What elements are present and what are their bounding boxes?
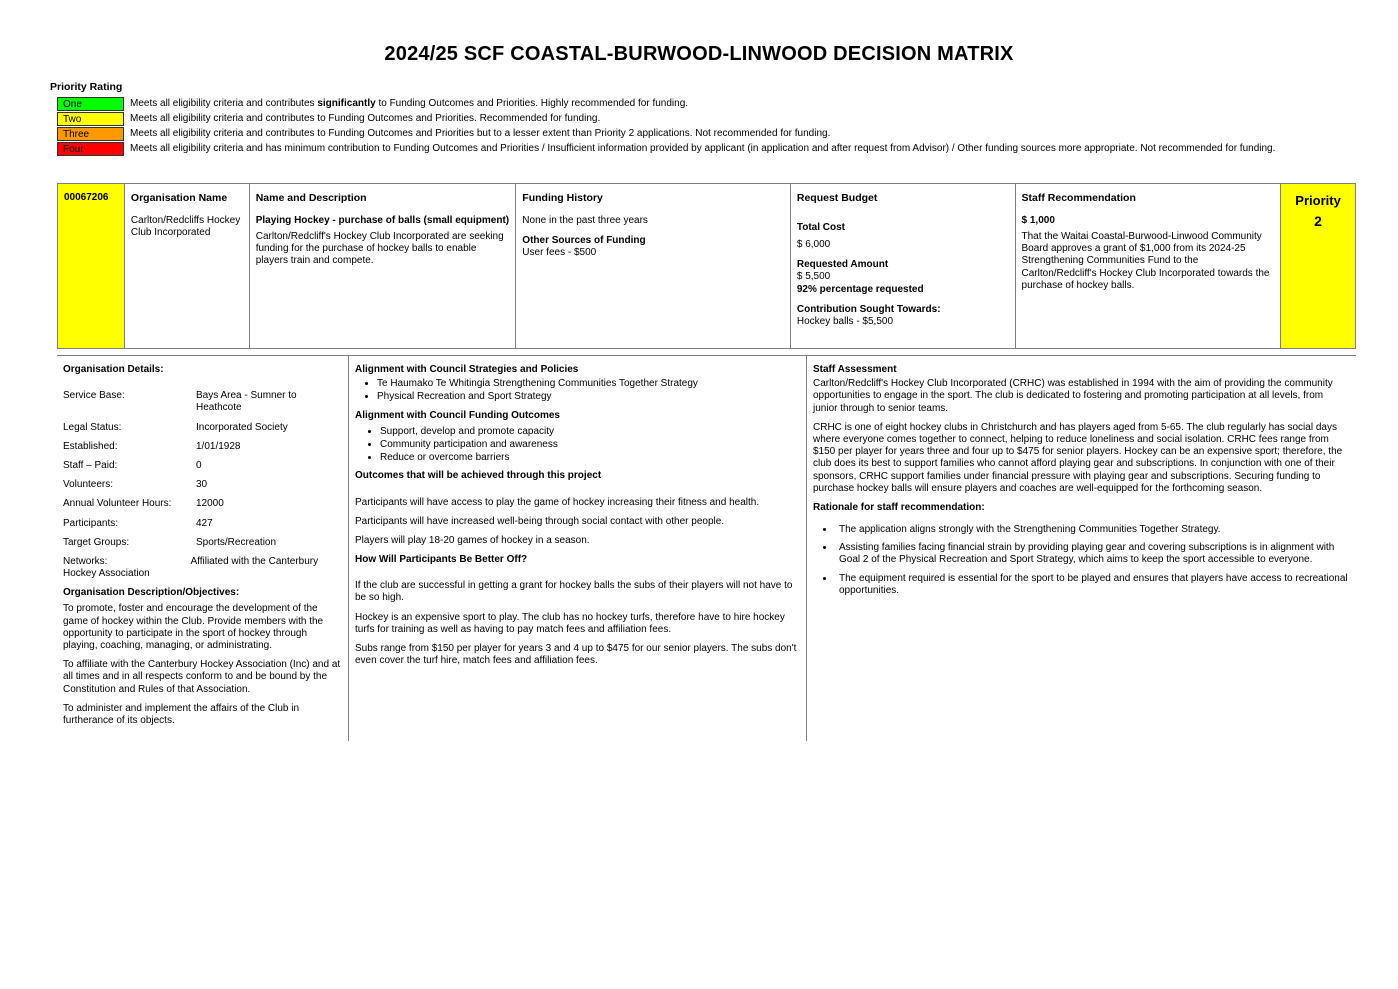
strategies-heading: Alignment with Council Strategies and Policies: [355, 364, 579, 375]
funding-outcomes-list: [355, 426, 800, 465]
better-off-paragraph: Subs range from $150 per player for years 3 and 4 up to $475 for our senior players. The subs don't even cover the turf hire, match fees and affiliation fees.: [355, 643, 797, 667]
priority-rating-heading: Priority Rating: [50, 81, 123, 93]
priority-swatch-two: Two: [57, 112, 124, 126]
funding-outcome-item: • Community participation and awareness: [380, 439, 800, 451]
priority-swatch-four: Four: [57, 142, 124, 156]
contribution-label: Contribution Sought Towards:: [796, 303, 941, 315]
priority-label: Priority: [1295, 193, 1341, 208]
priority-swatch-one: One: [57, 97, 124, 111]
alignment-column: [349, 356, 807, 741]
staff-recommendation-header: Staff Recommendation: [1021, 192, 1136, 204]
funding-outcome-item: • Reduce or overcome barriers: [380, 452, 800, 464]
project-outcomes-heading: Outcomes that will be achieved through this project: [355, 470, 602, 482]
better-off-paragraph: Hockey is an expensive sport to play. The club has no hockey turfs, therefore have to hire hockey turfs for training as well as having to pay match fees and affiliation fees.: [355, 611, 785, 635]
detail-volunteers: Volunteers: 30: [63, 479, 208, 491]
organisation-details-heading: Organisation Details:: [63, 364, 164, 375]
organisation-details-column: [57, 356, 349, 741]
detail-established: Established: 1/01/1928: [63, 440, 241, 452]
priority-text-four: Meets all eligibility criteria and has minimum contribution to Funding Outcomes and Priorities / Insufficient information provided by applicant (in application and after request from Advisor) / Other funding sources more appropriate. Not recommended for funding.: [130, 143, 1276, 154]
organisation-objective: To affiliate with the Canterbury Hockey Association (Inc) and at all times and in all respects conform to and be bound by the Constitution and Rules of that Association.: [63, 659, 341, 695]
organisation-name: Carlton/Redcliffs Hockey Club Incorporated: [130, 214, 241, 238]
staff-assessment-heading: Staff Assessment: [813, 364, 897, 375]
detail-target-groups: Target Groups: Sports/Recreation: [63, 536, 277, 548]
better-off-paragraph: If the club are successful in getting a grant for hockey balls the subs of their players will not have to be so high.: [355, 580, 793, 604]
other-funding-value: User fees - $500: [522, 247, 597, 259]
name-description-header: Name and Description: [255, 192, 367, 204]
priority-text-three: Meets all eligibility criteria and contributes to Funding Outcomes and Priorities but to a lesser extent than Priority 2 applications. Not recommended for funding.: [130, 128, 831, 139]
total-cost-label: Total Cost: [796, 221, 846, 233]
better-off-heading: How Will Participants Be Better Off?: [355, 554, 528, 566]
strategy-item: • Physical Recreation and Sport Strategy: [377, 391, 800, 403]
priority-text-two: Meets all eligibility criteria and contributes to Funding Outcomes and Priorities. Recommended for funding.: [130, 113, 601, 124]
staff-assessment-column: [807, 356, 1356, 741]
detail-section: [57, 355, 1356, 741]
rationale-heading: Rationale for staff recommendation:: [813, 501, 985, 513]
project-name: Playing Hockey - purchase of balls (small equipment): [255, 214, 510, 226]
assessment-paragraph: CRHC is one of eight hockey clubs in Christchurch and has players aged from 5-65. The club regularly has social days where everyone comes together to connect, helping to reduce loneliness and social isolation. CRHC fees range from $150 per player for years three and four up to $475 for senior players. Hockey can be an expensive sport; therefore, the club does its best to support families who cannot afford playing gear and subscriptions. In conjunction with one of their sponsors, CRHC support families under financial pressure with playing gear and subscriptions. Securing funding to purchase hockey balls will ensure players and coaches are well-equipped for the forthcoming season.: [813, 421, 1343, 494]
funding-outcomes-heading: Alignment with Council Funding Outcomes: [355, 409, 560, 421]
request-budget-cell: [791, 184, 1016, 348]
project-outcome: Participants will have access to play the game of hockey increasing their fitness and health.: [355, 496, 760, 508]
recommended-amount: $ 1,000: [1021, 214, 1055, 226]
priority-cell: [1281, 184, 1355, 348]
organisation-objective: To promote, foster and encourage the development of the game of hockey within the Club. Provide members with the opportunity to participate in the sport of hockey through playing, coaching, managing, or administrating.: [63, 603, 324, 651]
other-funding-header: Other Sources of Funding: [522, 234, 646, 246]
total-cost-value: $ 6,000: [796, 238, 831, 250]
rationale-item: • The equipment required is essential for the sport to be played and ensures that players have access to recreational opportunities.: [835, 573, 1350, 597]
funding-history-cell: [516, 184, 791, 348]
percentage-requested: 92% percentage requested: [796, 283, 924, 295]
organisation-description-heading: Organisation Description/Objectives:: [63, 587, 240, 599]
priority-value: 2: [1314, 212, 1322, 229]
project-description: Carlton/Redcliff's Hockey Club Incorporated are seeking funding for the purchase of hockey balls to enable players train and compete.: [255, 230, 504, 267]
contribution-value: Hockey balls - $5,500: [796, 315, 894, 327]
name-description-cell: [250, 184, 517, 348]
organisation-objective: To administer and implement the affairs of the Club in furtherance of its objects.: [63, 702, 300, 726]
request-budget-header: Request Budget: [796, 192, 878, 204]
organisation-name-header: Organisation Name: [130, 192, 228, 204]
requested-amount-label: Requested Amount: [796, 259, 889, 271]
project-outcome: Participants will have increased well-being through social contact with other people.: [355, 515, 725, 527]
funding-outcome-item: • Support, develop and promote capacity: [380, 426, 800, 438]
priority-legend: [57, 97, 1327, 157]
organisation-name-cell: [125, 184, 250, 348]
legend-row-four: [57, 142, 1327, 156]
priority-swatch-three: Three: [57, 127, 124, 141]
strategy-item: • Te Haumako Te Whitingia Strengthening Communities Together Strategy: [377, 378, 800, 390]
requested-amount-value: $ 5,500: [796, 271, 831, 283]
detail-volunteer-hours: Annual Volunteer Hours: 12000: [63, 498, 224, 510]
priority-text-one: Meets all eligibility criteria and contributes significantly to Funding Outcomes and Priorities. Highly recommended for funding.: [130, 98, 689, 109]
detail-participants: Participants: 427: [63, 517, 213, 529]
staff-recommendation-cell: [1016, 184, 1282, 348]
rationale-item: • Assisting families facing financial strain by providing playing gear and covering subscriptions is in alignment with Goal 2 of the Physical Recreation and Sport Strategy, which aims to keep the sport accessible to everyone.: [835, 542, 1350, 566]
project-outcome: Players will play 18-20 games of hockey in a season.: [355, 534, 590, 546]
legend-row-two: [57, 112, 1327, 126]
strategies-list: [355, 378, 800, 403]
assessment-paragraph: Carlton/Redcliff's Hockey Club Incorporated (CRHC) was established in 1994 with the aim of providing the community opportunities to engage in the sport. The club is dedicated to fostering and promoting participation at all levels, from junior through to senior teams.: [813, 378, 1333, 414]
rationale-item: • The application aligns strongly with the Strengthening Communities Together Strategy.: [835, 524, 1350, 536]
funding-history-value: None in the past three years: [522, 214, 648, 226]
application-id: 00067206: [58, 184, 125, 348]
legend-row-three: [57, 127, 1327, 141]
funding-history-header: Funding History: [522, 192, 603, 204]
detail-networks: Networks: Affiliated with the Canterbury Hockey Association: [63, 555, 319, 580]
detail-service-base: Service Base: Bays Area - Sumner to Heathcote: [63, 390, 297, 414]
rationale-list: [813, 524, 1350, 597]
summary-table: [57, 183, 1356, 349]
legend-row-one: [57, 97, 1327, 111]
recommendation-text: That the Waitai Coastal-Burwood-Linwood Community Board approves a grant of $1,000 from its 2024-25 Strengthening Communities Fund to the Carlton/Redcliff's Hockey Club Incorporated towards the purchase of hockey balls.: [1021, 230, 1270, 291]
detail-legal-status: Legal Status: Incorporated Society: [63, 421, 288, 433]
detail-staff-paid: Staff – Paid: 0: [63, 459, 202, 471]
page-title: 2024/25 SCF COASTAL-BURWOOD-LINWOOD DECISION MATRIX: [384, 43, 1014, 65]
